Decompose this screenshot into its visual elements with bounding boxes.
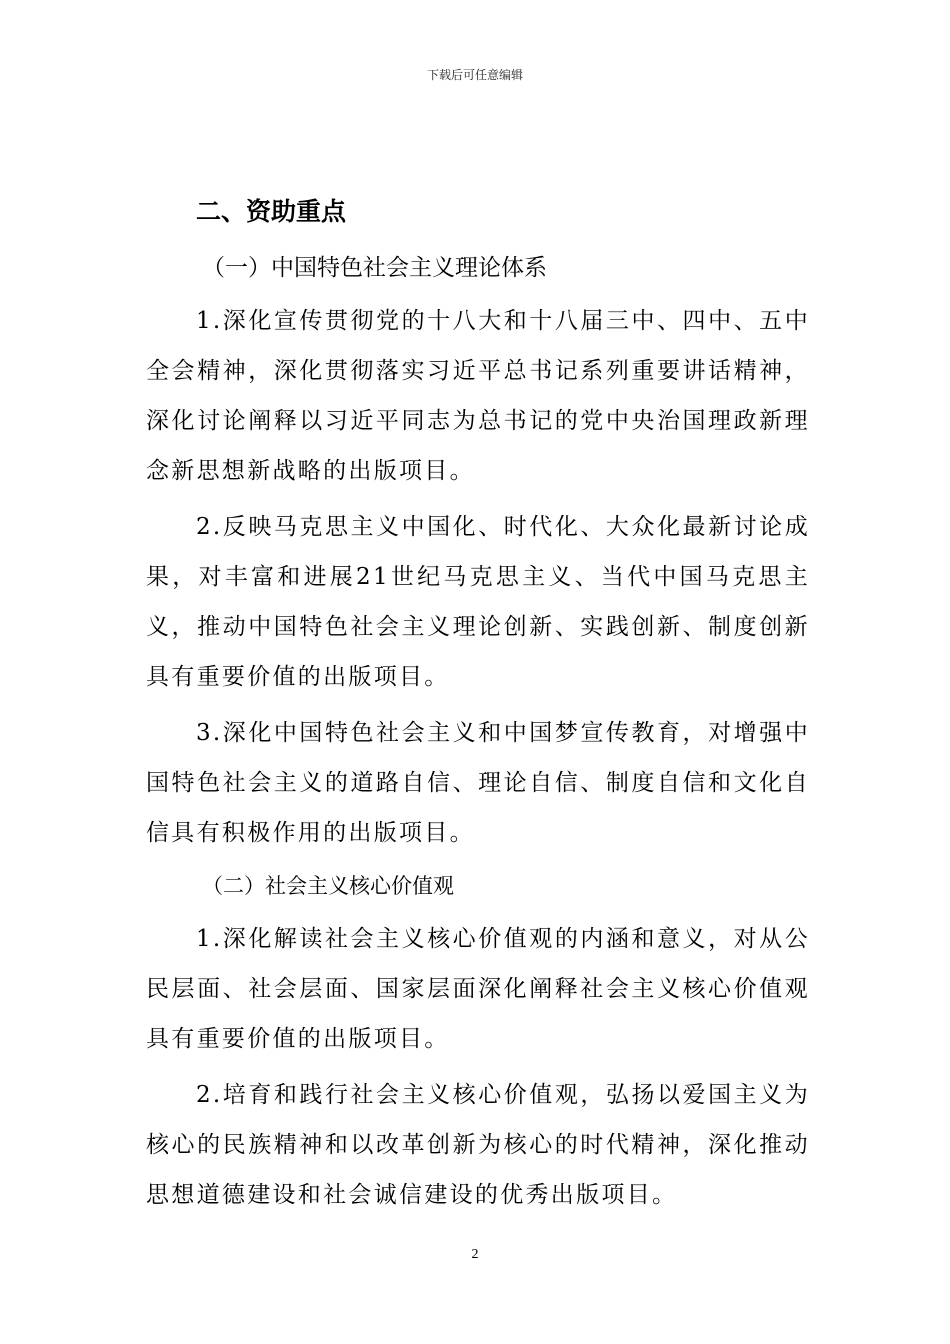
paragraph: 3.深化中国特色社会主义和中国梦宣传教育，对增强中国特色社会主义的道路自信、理论自信、制度自信和文化自信具有积极作用的出版项目。 bbox=[146, 720, 810, 846]
paragraph: 1.深化宣传贯彻党的十八大和十八届三中、四中、五中全会精神，深化贯彻落实习近平总书记系列重要讲话精神，深化讨论阐释以习近平同志为总书记的党中央治国理政新理念新思想新战略的出版项目。 bbox=[146, 308, 810, 484]
section-heading: 二、资助重点 bbox=[196, 197, 347, 226]
header-note: 下载后可任意编辑 bbox=[426, 68, 523, 82]
subheading-core-values: （二）社会主义核心价值观 bbox=[202, 874, 454, 898]
paragraph: 2.反映马克思主义中国化、时代化、大众化最新讨论成果，对丰富和进展21世纪马克思主义、当代中国马克思主义，推动中国特色社会主义理论创新、实践创新、制度创新具有重要价值的出版项目。 bbox=[146, 514, 810, 690]
subheading-theory-system: （一）中国特色社会主义理论体系 bbox=[202, 255, 547, 281]
paragraph: 2.培育和践行社会主义核心价值观，弘扬以爱国主义为核心的民族精神和以改革创新为核心的时代精神，深化推动思想道德建设和社会诚信建设的优秀出版项目。 bbox=[146, 1082, 810, 1208]
page-number: 2 bbox=[471, 1247, 479, 1262]
document-body bbox=[146, 192, 810, 1226]
paragraph: 1.深化解读社会主义核心价值观的内涵和意义，对从公民层面、社会层面、国家层面深化阐释社会主义核心价值观具有重要价值的出版项目。 bbox=[146, 926, 810, 1052]
